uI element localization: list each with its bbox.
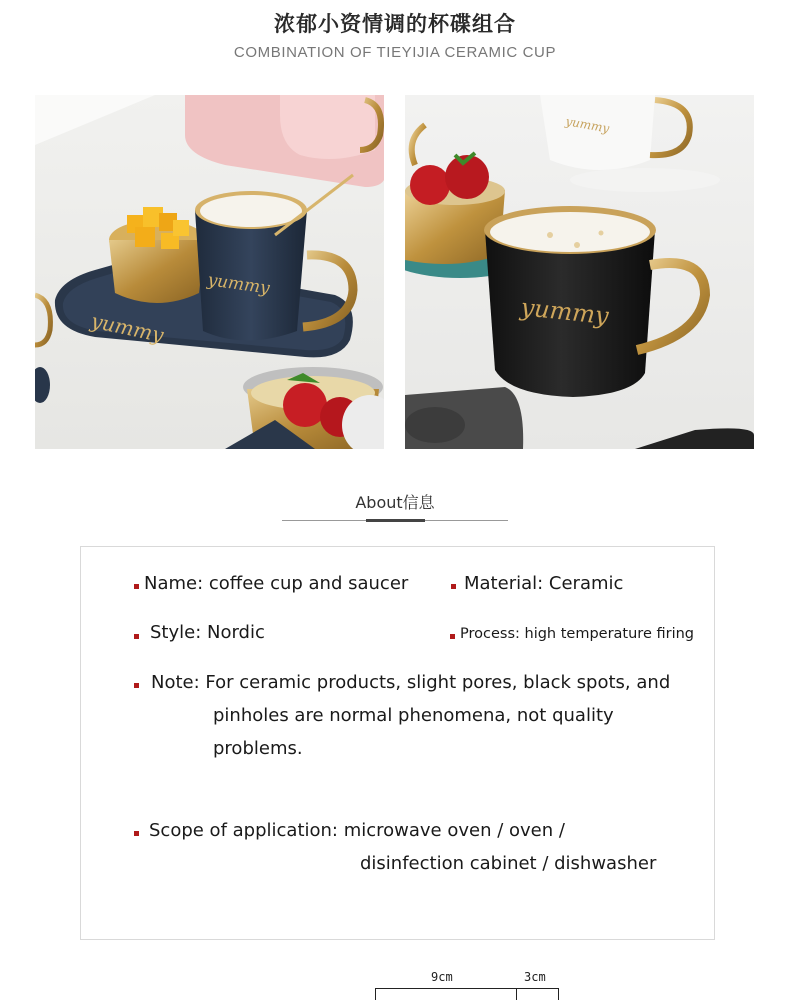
product-photo-navy-cup — [35, 95, 384, 449]
bullet-icon — [134, 634, 139, 639]
product-photo-black-cup — [405, 95, 754, 449]
page-subtitle-en: COMBINATION OF TIEYIJIA CERAMIC CUP — [233, 44, 557, 61]
bullet-icon — [134, 831, 139, 836]
info-scope-line1: Scope of application: microwave oven / oven / — [149, 820, 565, 841]
info-note-line1: Note: For ceramic products, slight pores, black spots, and — [151, 672, 671, 693]
product-info-box — [80, 546, 715, 940]
dimension-tick-middle — [516, 988, 517, 1000]
bullet-icon — [450, 634, 455, 639]
dimension-tick-right — [558, 988, 559, 1000]
bullet-icon — [134, 683, 139, 688]
cup-script-text: yummy — [206, 270, 271, 299]
svg-text:yummy: yummy — [564, 114, 611, 136]
bullet-icon — [451, 584, 456, 589]
dimension-line — [375, 988, 559, 989]
about-section-title: About信息 — [355, 493, 435, 512]
info-material: Material: Ceramic — [464, 573, 624, 594]
black-cup-script-text: yummy — [519, 293, 610, 331]
info-name: Name: coffee cup and saucer — [144, 573, 409, 594]
black-cup-illustration — [405, 95, 754, 449]
navy-cup-illustration — [35, 95, 384, 449]
dimension-tick-left — [375, 988, 376, 1000]
dimension-width-label: 9cm — [431, 970, 453, 984]
info-style: Style: Nordic — [150, 622, 265, 643]
info-note-line3: problems. — [213, 738, 303, 759]
info-process: Process: high temperature firing — [460, 626, 694, 642]
about-divider-accent — [366, 519, 425, 522]
info-note-line2: pinholes are normal phenomena, not quality — [213, 705, 614, 726]
bullet-icon — [134, 584, 139, 589]
dimension-handle-label: 3cm — [524, 970, 546, 984]
info-scope-line2: disinfection cabinet / dishwasher — [360, 853, 657, 874]
page-title-cn: 浓郁小资情调的杯碟组合 — [274, 12, 516, 36]
tray-script-text: yummy — [88, 308, 166, 348]
